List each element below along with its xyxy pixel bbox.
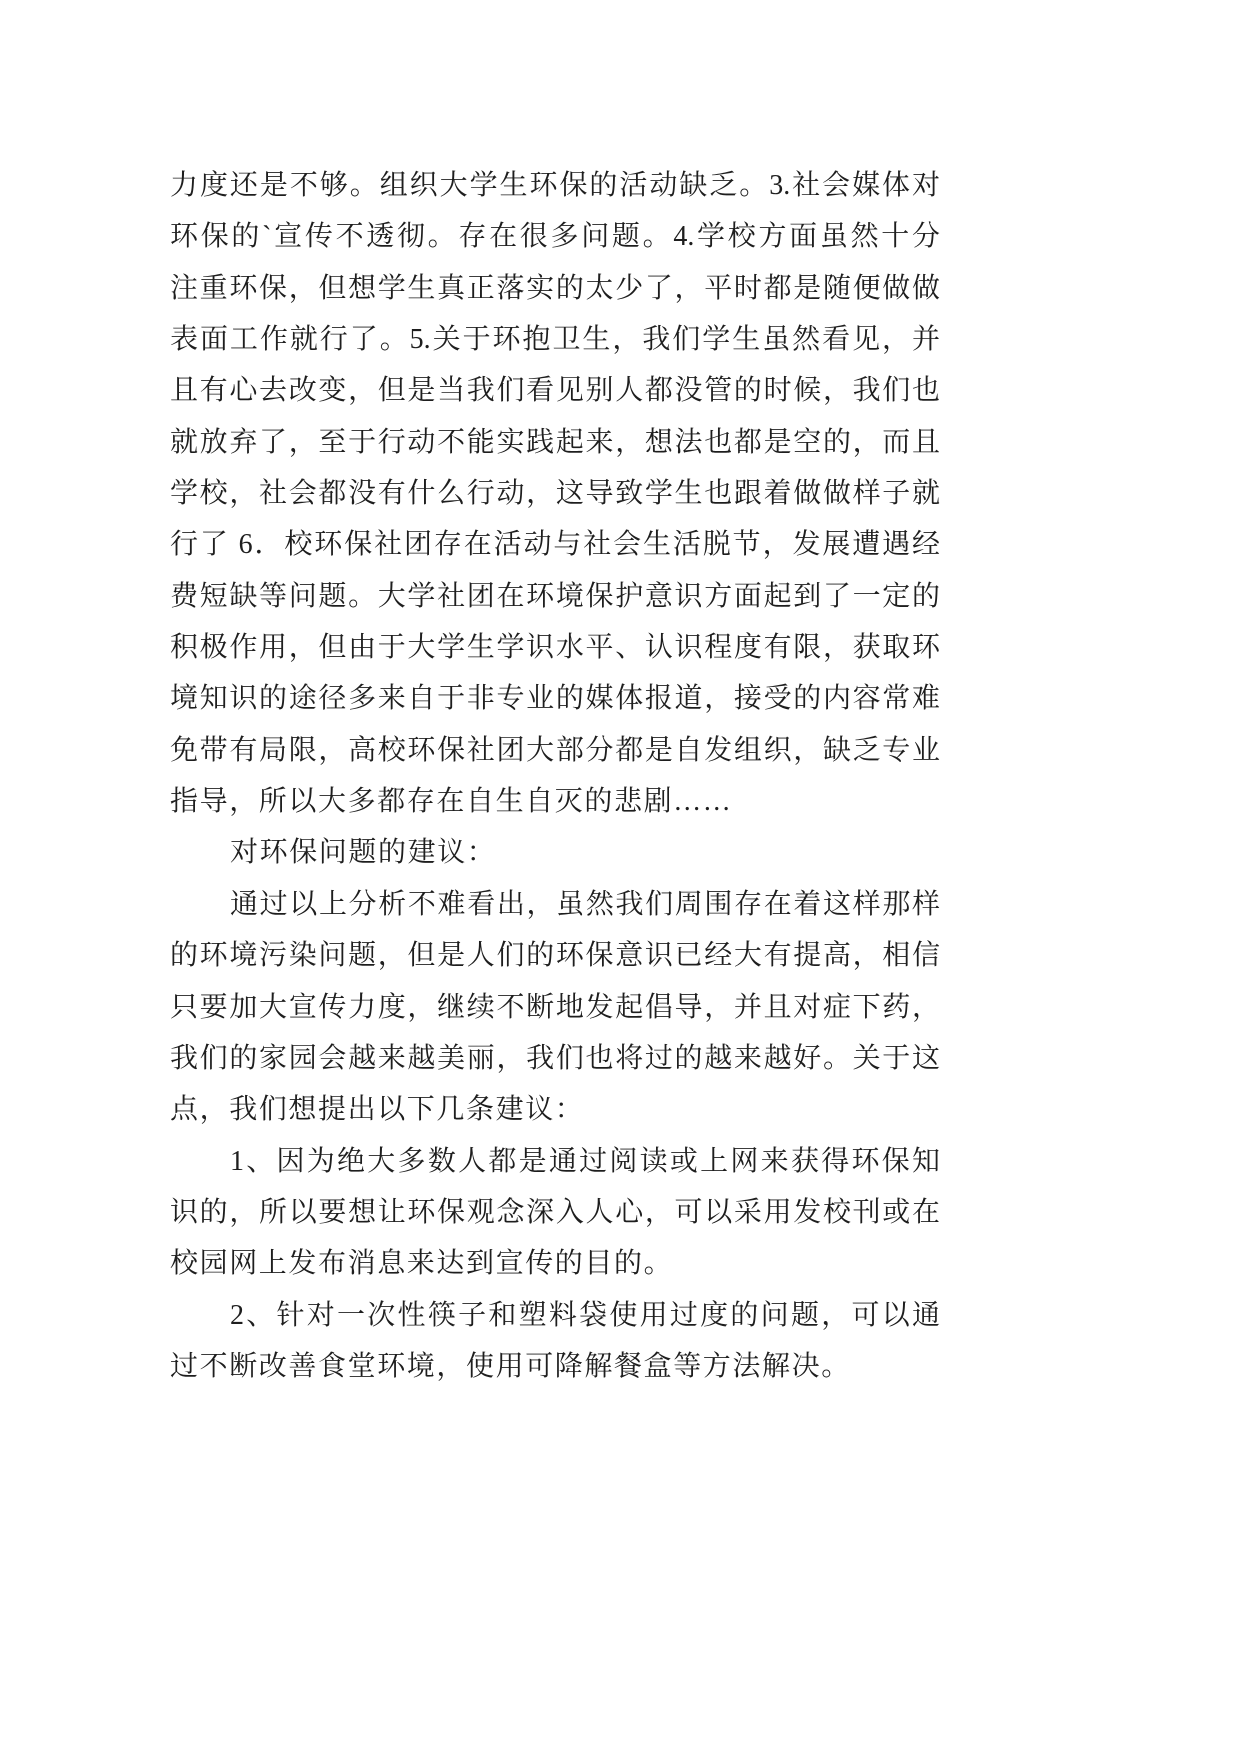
text-line: 通过以上分析不难看出，虽然我们周围存在着这样那样: [230, 888, 940, 920]
document-body: [170, 160, 940, 1392]
text-line: 表面工作就行了。5.关于环抱卫生，我们学生虽然看见，并: [170, 324, 940, 356]
text-line: 积极作用，但由于大学生学识水平、认识程度有限，获取环: [170, 632, 940, 664]
text-line: 1、因为绝大多数人都是通过阅读或上网来获得环保知: [230, 1145, 940, 1177]
text-line: 的环境污染问题，但是人们的环保意识已经大有提高，相信: [170, 940, 940, 972]
text-line: 注重环保，但想学生真正落实的太少了，平时都是随便做做: [170, 272, 940, 304]
section-heading-suggestions: [170, 827, 940, 878]
text-line: 力度还是不够。组织大学生环保的活动缺乏。3.社会媒体对: [170, 170, 940, 201]
paragraph-problems-continued: [170, 160, 940, 827]
paragraph-suggestion-2: [170, 1290, 940, 1393]
text-line: 点，我们想提出以下几条建议：: [170, 1094, 585, 1126]
text-line: 我们的家园会越来越美丽，我们也将过的越来越好。关于这: [170, 1042, 940, 1074]
text-line: 对环保问题的建议：: [230, 837, 497, 869]
paragraph-analysis: [170, 879, 940, 1136]
text-line: 只要加大宣传力度，继续不断地发起倡导，并且对症下药，: [170, 991, 940, 1023]
text-line: 校园网上发布消息来达到宣传的目的。: [170, 1248, 674, 1280]
text-line: 就放弃了，至于行动不能实践起来，想法也都是空的，而且: [170, 426, 940, 458]
text-line: 2、针对一次性筷子和塑料袋使用过度的问题，可以通: [230, 1299, 940, 1331]
text-line: 学校，社会都没有什么行动，这导致学生也跟着做做样子就: [170, 478, 940, 510]
text-line: 识的，所以要想让环保观念深入人心，可以采用发校刊或在: [170, 1196, 940, 1228]
text-line: 免带有局限，高校环保社团大部分都是自发组织，缺乏专业: [170, 734, 940, 766]
text-line: 且有心去改变，但是当我们看见别人都没管的时候，我们也: [170, 375, 940, 407]
text-line: 环保的`宣传不透彻。存在很多问题。4.学校方面虽然十分: [170, 221, 940, 253]
text-line: 过不断改善食堂环境，使用可降解餐盒等方法解决。: [170, 1350, 851, 1382]
text-line: 境知识的途径多来自于非专业的媒体报道，接受的内容常难: [170, 683, 940, 715]
paragraph-suggestion-1: [170, 1136, 940, 1290]
text-line: 行了 6．校环保社团存在活动与社会生活脱节，发展遭遇经: [170, 529, 940, 561]
text-line: 指导，所以大多都存在自生自灭的悲剧……: [170, 786, 733, 818]
text-line: 费短缺等问题。大学社团在环境保护意识方面起到了一定的: [170, 580, 940, 612]
